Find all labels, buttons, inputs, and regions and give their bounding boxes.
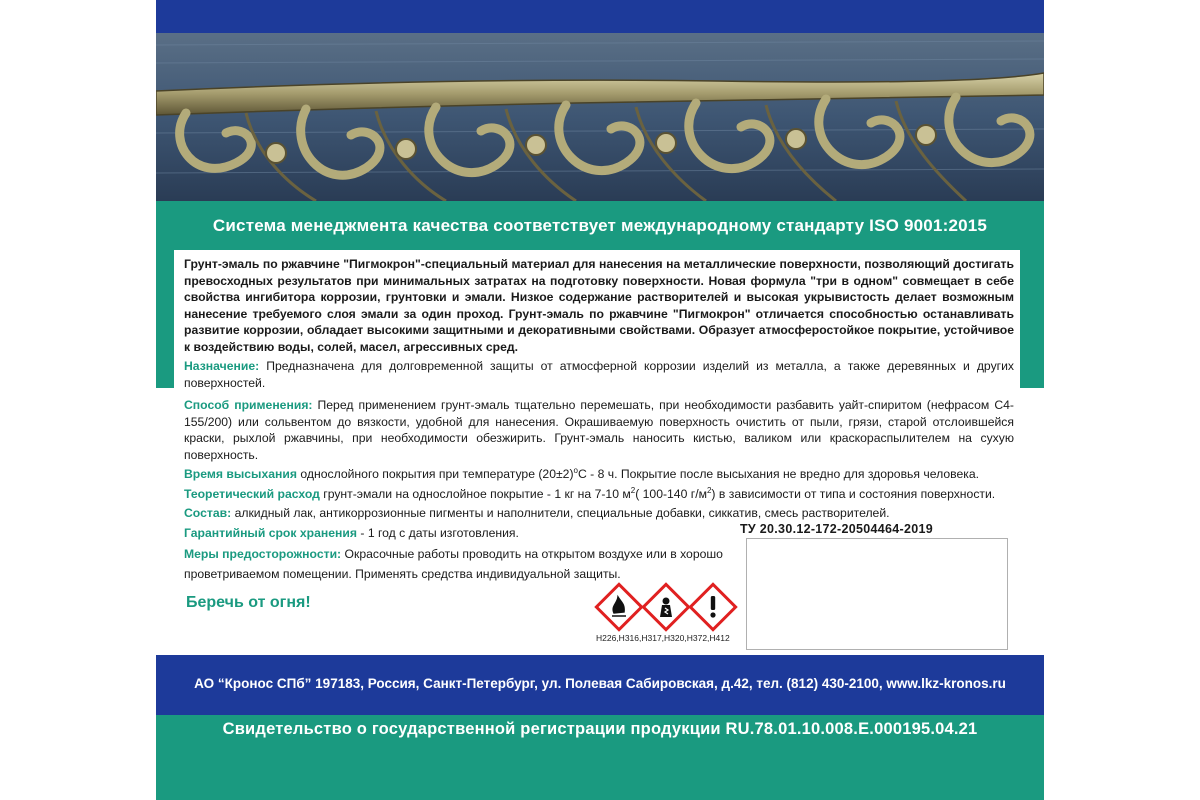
fire-warning: Беречь от огня!: [186, 594, 311, 611]
application-section: [184, 397, 1014, 463]
batch-info-box: [746, 538, 1008, 650]
top-blue-band: [156, 0, 1044, 33]
precautions-section: [184, 544, 724, 584]
tu-number: ТУ 20.30.12-172-20504464-2019: [740, 522, 934, 536]
flame-icon: [596, 584, 641, 629]
consumption-section: [184, 486, 1014, 503]
company-info: АО “Кронос СПб” 197183, Россия, Санкт-Петербург, ул. Полевая Сабировская, д.42, тел. (812) 430-2100, www.lkz-kronos.ru: [194, 676, 1006, 691]
intro-paragraph: Грунт-эмаль по ржавчине "Пигмокрон"-специальный материал для нанесения на металлические поверхности, позволяющий достигать превосходных результатов при минимальных затратах на подготовку поверхности. Новая формула "три в одном" совмещает в себе свойства ингибитора коррозии, грунтовки и эмали. Низкое содержание растворителей и высокая укрывистость делает возможным нанесение требуемого слоя эмали за один проход. Грунт-эмаль по ржавчине "Пигмокрон" отличается способностью останавливать развитие коррозии, обладает высокими защитными и декоративными свойствами. Образует атмосферостойкое покрытие, устойчивое к воздействию воды, солей, масел, агрессивных сред.: [184, 257, 1014, 354]
composition-label: Состав:: [184, 506, 232, 520]
health-hazard-icon: [643, 584, 688, 629]
purpose-text: Предназначена для долговременной защиты от атмосферной коррозии изделий из металла, а также деревянных и других поверхностей.: [184, 359, 1015, 390]
consumption-text-2: ( 100-140 г/м: [635, 486, 707, 501]
consumption-text-1: грунт-эмали на однослойное покрытие - 1 кг на 7-10 м: [323, 486, 631, 501]
drying-text-after: С - 8 ч. Покрытие после высыхания не вредно для здоровья человека.: [577, 467, 980, 481]
shelf-life-text: - 1 год с даты изготовления.: [360, 525, 519, 540]
precautions-text: Окрасочные работы проводить на открытом воздухе или в хорошо проветриваемом помещении. Применять средства индивидуальной защиты.: [184, 547, 723, 581]
ghs-pictograms: [594, 582, 744, 632]
application-text: Перед применением грунт-эмаль тщательно перемешать, при необходимости разбавить уайт-спиритом (нефрасом С4-155/200) или сольвентом до вязкости, удобной для нанесения. Окрашиваемую поверхность очистить от пыли, грязи, старой отслоившейся краски, рыхлой ржавчины, при необходимости обезжирить. Грунт-эмаль наносить кистью, валиком или краскораспылителем на сухую поверхность.: [184, 398, 1014, 462]
composition-text: алкидный лак, антикоррозионные пигменты и наполнители, специальные добавки, сиккатив, смесь растворителей.: [234, 506, 890, 520]
area-sup-2: 2: [706, 485, 712, 495]
drying-label: Время высыхания: [184, 467, 297, 481]
hazard-codes: H226,H316,H317,H320,H372,H412: [596, 633, 730, 643]
registration-certificate: Свидетельство о государственной регистрации продукции RU.78.01.10.008.Е.000195.04.21: [222, 720, 978, 738]
purpose-section: [184, 358, 1014, 391]
composition-section: [184, 505, 1014, 522]
consumption-text-3: ) в зависимости от типа и состояния поверхности.: [711, 486, 996, 501]
railing-photo: [156, 33, 1044, 201]
precautions-label: Меры предосторожности:: [184, 547, 342, 561]
degree-sup: о: [573, 465, 578, 475]
company-band: [156, 655, 1044, 715]
drying-section: [184, 466, 1014, 483]
consumption-label: Теоретический расход: [184, 486, 320, 501]
shelf-life-label: Гарантийный срок хранения: [184, 525, 357, 540]
product-label: [156, 0, 1044, 800]
exclamation-icon: [690, 584, 735, 629]
application-label: Способ применения:: [184, 398, 313, 412]
area-sup-1: 2: [630, 485, 636, 495]
drying-text-before: однослойного покрытия при температуре (20±2): [300, 467, 574, 481]
iso-title: Система менеджмента качества соответствует международному стандарту ISO 9001:2015: [212, 216, 988, 235]
purpose-label: Назначение:: [184, 359, 260, 373]
